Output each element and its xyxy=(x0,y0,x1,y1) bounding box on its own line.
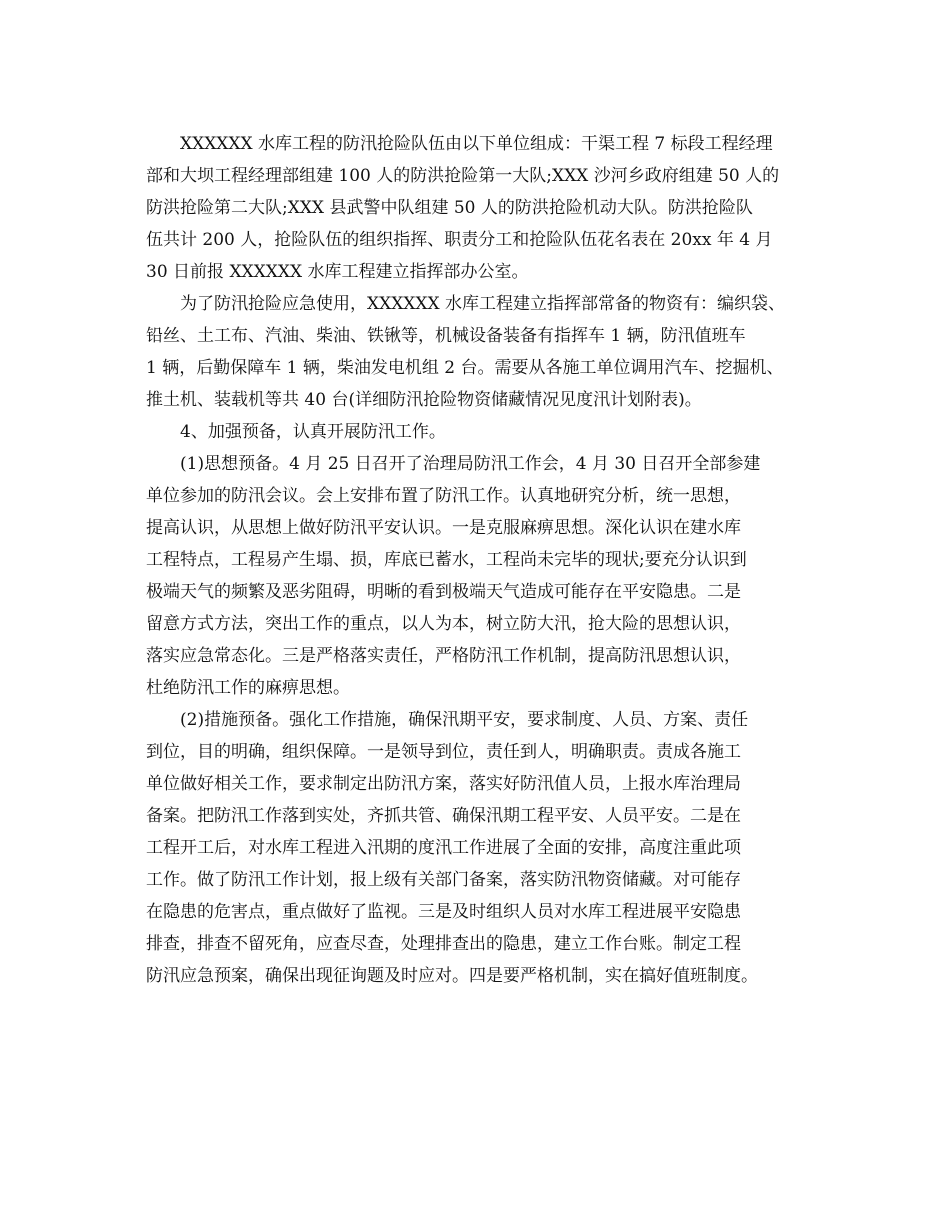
text-line: 伍共计 200 人，抢险队伍的组织指挥、职责分工和抢险队伍花名表在 20xx 年 4 月 xyxy=(146,230,773,250)
text-line: 防洪抢险第二大队;XXX 县武警中队组建 50 人的防洪抢险机动大队。防洪抢险队 xyxy=(146,198,753,218)
text-line: 单位参加的防汛会议。会上安排布置了防汛工作。认真地研究分析，统一思想， xyxy=(146,486,741,506)
text-line: 1 辆，后勤保障车 1 辆，柴油发电机组 2 台。需要从各施工单位调用汽车、挖掘机、 xyxy=(146,358,784,378)
text-line: (2)措施预备。强化工作措施，确保汛期平安，要求制度、人员、方案、责任 xyxy=(180,710,749,730)
text-line: 铅丝、土工布、汽油、柴油、铁锹等，机械设备装备有指挥车 1 辆，防汛值班车 xyxy=(146,326,746,346)
text-line: 推土机、装载机等共 40 台(详细防汛抢险物资储藏情况见度汛计划附表)。 xyxy=(146,390,702,410)
text-line: 提高认识，从思想上做好防汛平安认识。一是克服麻痹思想。深化认识在建水库 xyxy=(146,518,741,538)
section-heading: 4、加强预备，认真开展防汛工作。 xyxy=(180,422,446,442)
text-line: 单位做好相关工作，要求制定出防汛方案，落实好防汛值人员，上报水库治理局 xyxy=(146,774,741,794)
text-line: 防汛应急预案，确保出现征询题及时应对。四是要严格机制，实在搞好值班制度。 xyxy=(146,966,758,986)
document-body xyxy=(146,128,826,992)
text-line: 排查，排查不留死角，应查尽查，处理排查出的隐患，建立工作台账。制定工程 xyxy=(146,934,741,954)
text-line: 30 日前报 XXXXXX 水库工程建立指挥部办公室。 xyxy=(146,262,529,282)
text-line: XXXXXX 水库工程的防汛抢险队伍由以下单位组成：干渠工程 7 标段工程经理 xyxy=(180,134,773,154)
text-line: 工程开工后，对水库工程进入汛期的度汛工作进展了全面的安排，高度注重此项 xyxy=(146,838,741,858)
text-line: 部和大坝工程经理部组建 100 人的防洪抢险第一大队;XXX 沙河乡政府组建 50 人的 xyxy=(146,166,780,186)
text-line: 到位，目的明确，组织保障。一是领导到位，责任到人，明确职责。责成各施工 xyxy=(146,742,741,762)
text-line: 工作。做了防汛工作计划，报上级有关部门备案，落实防汛物资储藏。对可能存 xyxy=(146,870,741,890)
text-line: 极端天气的频繁及恶劣阻碍，明晰的看到极端天气造成可能存在平安隐患。二是 xyxy=(146,582,741,602)
text-line: 备案。把防汛工作落到实处，齐抓共管、确保汛期工程平安、人员平安。二是在 xyxy=(146,806,741,826)
text-line: 为了防汛抢险应急使用，XXXXXX 水库工程建立指挥部常备的物资有：编织袋、 xyxy=(180,294,786,314)
text-line: 杜绝防汛工作的麻痹思想。 xyxy=(146,678,350,698)
text-line: 留意方式方法，突出工作的重点，以人为本，树立防大汛，抢大险的思想认识， xyxy=(146,614,741,634)
text-line: 工程特点，工程易产生塌、损，库底已蓄水，工程尚未完毕的现状;要充分认识到 xyxy=(146,550,747,570)
text-line: 落实应急常态化。三是严格落实责任，严格防汛工作机制，提高防汛思想认识， xyxy=(146,646,741,666)
text-line: (1)思想预备。4 月 25 日召开了治理局防汛工作会，4 月 30 日召开全部参建 xyxy=(180,454,761,474)
text-line: 在隐患的危害点，重点做好了监视。三是及时组织人员对水库工程进展平安隐患 xyxy=(146,902,741,922)
